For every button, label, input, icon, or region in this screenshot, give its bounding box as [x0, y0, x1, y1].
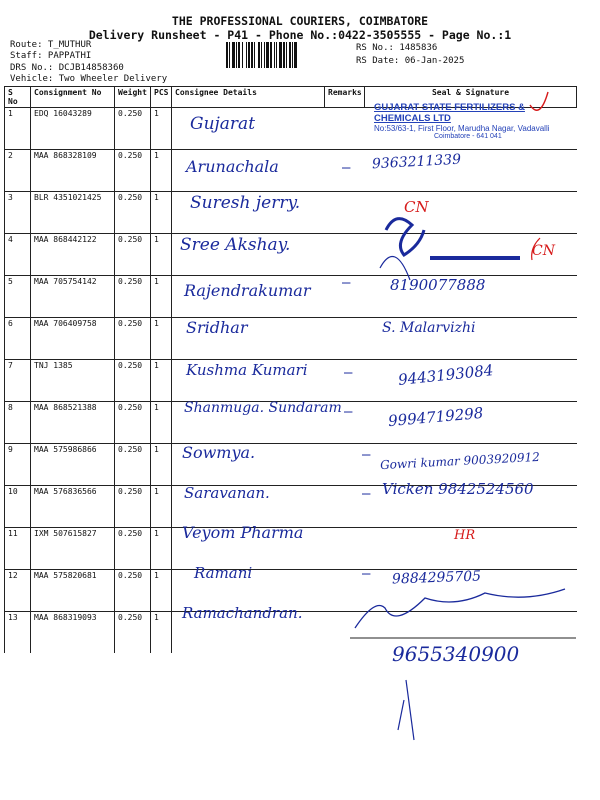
remarks-cell — [325, 612, 365, 654]
table-row — [5, 234, 577, 276]
consignee-handwriting: Suresh jerry. — [190, 193, 301, 213]
remarks-cell — [325, 528, 365, 570]
barcode-bar — [289, 42, 291, 68]
consignment-cell: BLR 4351021425 — [31, 192, 115, 234]
barcode-bar — [292, 42, 293, 68]
barcode-bar — [264, 42, 265, 68]
remark-dash: – — [344, 365, 353, 381]
sno-cell: 2 — [5, 150, 31, 192]
consignment-cell: MAA 868442122 — [31, 234, 115, 276]
consignment-cell: MAA 868328109 — [31, 150, 115, 192]
signature-scribble — [398, 680, 414, 740]
barcode-bar — [242, 42, 243, 68]
pcs-cell: 1 — [151, 192, 172, 234]
sno-cell: 8 — [5, 402, 31, 444]
sno-cell: 13 — [5, 612, 31, 654]
stamp-line-3: Coimbatore - 641 041 — [434, 133, 502, 140]
signature-cell — [365, 192, 577, 234]
pcs-cell: 1 — [151, 234, 172, 276]
barcode-bar — [286, 42, 287, 68]
consignment-cell: MAA 575820681 — [31, 570, 115, 612]
col-consignee: Consignee Details — [172, 87, 325, 108]
consignee-handwriting: Ramani — [194, 564, 253, 582]
consignment-cell: MAA 705754142 — [31, 276, 115, 318]
consignment-cell: EDQ 16043289 — [31, 108, 115, 150]
col-sno: S No — [5, 87, 31, 108]
col-consignment: Consignment No — [31, 87, 115, 108]
barcode-bar — [270, 42, 272, 68]
pcs-cell: 1 — [151, 444, 172, 486]
pcs-cell: 1 — [151, 276, 172, 318]
table-row — [5, 318, 577, 360]
consignment-cell: MAA 706409758 — [31, 318, 115, 360]
consignee-handwriting: Kushma Kumari — [186, 361, 308, 379]
weight-cell: 0.250 — [115, 318, 151, 360]
consignee-handwriting: Arunachala — [186, 157, 279, 176]
remark-dash: – — [362, 447, 371, 463]
pcs-cell: 1 — [151, 150, 172, 192]
sno-cell: 4 — [5, 234, 31, 276]
sno-cell: 9 — [5, 444, 31, 486]
signature-handwriting: Gowri kumar 9003920912 — [379, 449, 541, 473]
weight-cell: 0.250 — [115, 486, 151, 528]
remark-dash: – — [344, 404, 353, 420]
vehicle-label: Vehicle: Two Wheeler Delivery — [10, 74, 168, 84]
remarks-cell — [325, 486, 365, 528]
pcs-cell: 1 — [151, 360, 172, 402]
barcode-bar — [274, 42, 275, 68]
barcode-bar — [238, 42, 240, 68]
route-label: Route: T_MUTHUR — [10, 40, 92, 50]
signature-handwriting: CN — [404, 198, 429, 216]
barcode-bar — [248, 42, 250, 68]
barcode-bar — [232, 42, 235, 68]
company-stamp — [374, 102, 574, 140]
pcs-cell: 1 — [151, 570, 172, 612]
document-title: THE PROFESSIONAL COURIERS, COIMBATORE — [171, 14, 429, 28]
signature-handwriting: 8190077888 — [390, 276, 486, 294]
rs-date: RS Date: 06-Jan-2025 — [356, 56, 465, 66]
barcode-bar — [229, 42, 230, 68]
consignment-cell: MAA 868319093 — [31, 612, 115, 654]
remarks-cell — [325, 192, 365, 234]
col-weight: Weight — [115, 87, 151, 108]
consignee-handwriting: Gujarat — [190, 114, 256, 134]
consignee-handwriting: Shanmuga. Sundaram — [184, 400, 342, 416]
consignment-cell: TNJ 1385 — [31, 360, 115, 402]
consignment-cell: MAA 868521388 — [31, 402, 115, 444]
pcs-cell: 1 — [151, 318, 172, 360]
remarks-cell — [325, 234, 365, 276]
pcs-cell: 1 — [151, 612, 172, 654]
barcode-bar — [266, 42, 269, 68]
barcode-bar — [279, 42, 282, 68]
consignee-handwriting: Saravanan. — [184, 484, 270, 502]
col-remarks: Remarks — [325, 87, 365, 108]
remarks-cell — [325, 318, 365, 360]
drs-label: DRS No.: DCJB14858360 — [10, 63, 124, 73]
consignee-handwriting: Rajendrakumar — [184, 281, 311, 300]
remark-dash: – — [362, 566, 371, 582]
consignee-handwriting: Sree Akshay. — [180, 235, 291, 255]
signature-handwriting: Vicken 9842524560 — [382, 480, 534, 498]
signature-handwriting: 9443193084 — [397, 361, 495, 389]
signature-handwriting: HR — [454, 528, 476, 543]
weight-cell: 0.250 — [115, 360, 151, 402]
sno-cell: 12 — [5, 570, 31, 612]
barcode-bar — [226, 42, 228, 68]
signature-handwriting: 9884295705 — [391, 568, 482, 588]
consignee-handwriting: Sridhar — [186, 318, 248, 337]
consignee-handwriting: Ramachandran. — [182, 604, 303, 622]
remark-dash: – — [362, 486, 371, 502]
pcs-cell: 1 — [151, 402, 172, 444]
sno-cell: 7 — [5, 360, 31, 402]
remarks-cell — [325, 108, 365, 150]
weight-cell: 0.250 — [115, 570, 151, 612]
weight-cell: 0.250 — [115, 150, 151, 192]
sno-cell: 1 — [5, 108, 31, 150]
barcode — [226, 42, 348, 68]
weight-cell: 0.250 — [115, 234, 151, 276]
sno-cell: 11 — [5, 528, 31, 570]
barcode-bar — [276, 42, 277, 68]
barcode-bar — [258, 42, 260, 68]
signature-handwriting: 9994719298 — [387, 403, 485, 431]
remarks-cell — [325, 444, 365, 486]
weight-cell: 0.250 — [115, 192, 151, 234]
weight-cell: 0.250 — [115, 108, 151, 150]
barcode-bar — [236, 42, 237, 68]
col-signature: Seal & Signature — [365, 87, 577, 108]
consignment-cell: MAA 576836566 — [31, 486, 115, 528]
consignment-cell: IXM 507615827 — [31, 528, 115, 570]
weight-cell: 0.250 — [115, 528, 151, 570]
signature-handwriting: 9363211339 — [371, 151, 462, 173]
document-subtitle: Delivery Runsheet - P41 - Phone No.:0422-3505555 - Page No.:1 — [88, 28, 512, 42]
weight-cell: 0.250 — [115, 276, 151, 318]
consignment-cell: MAA 575986866 — [31, 444, 115, 486]
signature-handwriting: 9655340900 — [392, 642, 520, 666]
sno-cell: 5 — [5, 276, 31, 318]
remark-dash: – — [342, 275, 351, 291]
table-row — [5, 150, 577, 192]
barcode-bar — [261, 42, 262, 68]
weight-cell: 0.250 — [115, 612, 151, 654]
pcs-cell: 1 — [151, 108, 172, 150]
barcode-bar — [251, 42, 253, 68]
barcode-bar — [283, 42, 285, 68]
stamp-line-1: GUJARAT STATE FERTILIZERS & CHEMICALS LTD — [374, 102, 525, 124]
staff-label: Staff: PAPPATHI — [10, 51, 92, 61]
stamp-line-2: No:53/63-1, First Floor, Marudha Nagar, Vadavalli — [374, 124, 550, 133]
sno-cell: 10 — [5, 486, 31, 528]
barcode-bar — [294, 42, 297, 68]
sno-cell: 3 — [5, 192, 31, 234]
signature-handwriting: CN — [532, 243, 555, 259]
pcs-cell: 1 — [151, 486, 172, 528]
barcode-bar — [246, 42, 247, 68]
rs-number: RS No.: 1485836 — [356, 43, 438, 53]
weight-cell: 0.250 — [115, 402, 151, 444]
col-pcs: PCS — [151, 87, 172, 108]
weight-cell: 0.250 — [115, 444, 151, 486]
pcs-cell: 1 — [151, 528, 172, 570]
consignee-handwriting: Sowmya. — [182, 443, 256, 462]
remarks-cell — [325, 570, 365, 612]
signature-handwriting: S. Malarvizhi — [382, 320, 476, 336]
consignee-handwriting: Veyom Pharma — [182, 523, 304, 542]
sno-cell: 6 — [5, 318, 31, 360]
remark-dash: – — [342, 160, 351, 176]
barcode-bar — [254, 42, 255, 68]
